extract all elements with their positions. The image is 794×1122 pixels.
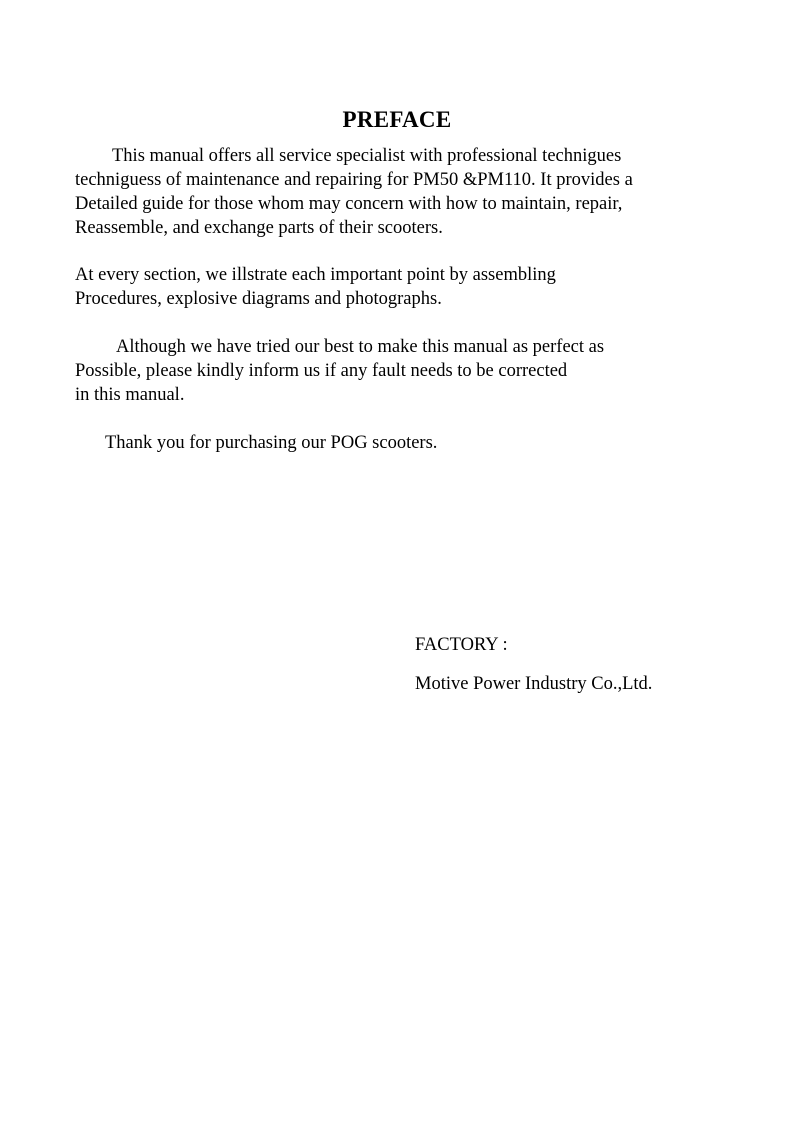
paragraph-4-line-1: Thank you for purchasing our POG scooters. — [105, 433, 438, 453]
page-title: PREFACE — [342, 107, 452, 132]
signature-company: Motive Power Industry Co.,Ltd. — [415, 674, 653, 694]
paragraph-2-line-2: Procedures, explosive diagrams and photographs. — [75, 289, 442, 309]
paragraph-1-line-4: Reassemble, and exchange parts of their scooters. — [75, 218, 443, 238]
paragraph-1-line-1: This manual offers all service specialist with professional technigues — [112, 146, 622, 166]
paragraph-3-line-1: Although we have tried our best to make this manual as perfect as — [116, 337, 605, 357]
paragraph-3-line-3: in this manual. — [75, 385, 185, 405]
signature-label: FACTORY : — [415, 635, 508, 655]
paragraph-2-line-1: At every section, we illstrate each important point by assembling — [75, 265, 556, 285]
paragraph-3-line-2: Possible, please kindly inform us if any fault needs to be corrected — [75, 361, 568, 381]
paragraph-1-line-3: Detailed guide for those whom may concern with how to maintain, repair, — [75, 194, 623, 214]
paragraph-1-line-2: techniguess of maintenance and repairing for PM50 &PM110. It provides a — [75, 170, 633, 190]
